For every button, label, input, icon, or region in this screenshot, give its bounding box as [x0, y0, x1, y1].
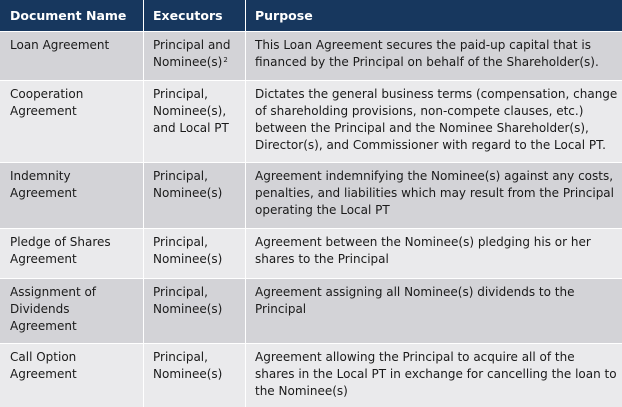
executors-cell [144, 81, 246, 162]
table-row [0, 228, 622, 278]
purpose-cell [246, 344, 622, 407]
table-row [0, 80, 622, 162]
table-row [0, 343, 622, 407]
document-name-cell [0, 81, 144, 162]
executors-line: Nominee(s) [153, 252, 223, 266]
purpose-line: Agreement assigning all Nominee(s) dividends to the [255, 285, 575, 299]
executors-cell [144, 163, 246, 228]
document-name-cell [0, 229, 144, 278]
purpose-line: shares to the Principal [255, 252, 389, 266]
purpose-line: between the Principal and the Nominee Shareholder(s), [255, 121, 589, 135]
document-name-line: Call Option [10, 350, 77, 364]
executors-line: Principal and [153, 38, 231, 52]
executors-line [153, 54, 243, 71]
purpose-line: penalties, and liabilities which may result from the Principal [255, 186, 614, 200]
purpose-cell [246, 81, 622, 162]
purpose-cell [246, 279, 622, 343]
footnote-marker: 2 [223, 56, 228, 64]
document-name-line: Agreement [10, 367, 77, 381]
executors-line: Nominee(s) [153, 302, 223, 316]
document-name-line: Dividends [10, 302, 70, 316]
document-name-line: Assignment of [10, 285, 97, 299]
purpose-cell [246, 163, 622, 228]
purpose-cell [246, 229, 622, 278]
executors-line: Principal, [153, 350, 208, 364]
document-name-line: Cooperation [10, 87, 84, 101]
purpose-line: Director(s), and Commissioner with regard to the Local PT. [255, 138, 606, 152]
purpose-line: Agreement allowing the Principal to acquire all of the [255, 350, 575, 364]
purpose-cell [246, 32, 622, 80]
document-name-cell [0, 163, 144, 228]
document-name-cell [0, 344, 144, 407]
purpose-line: of shareholding provisions, non-compete clauses, etc.) [255, 104, 584, 118]
executors-cell [144, 279, 246, 343]
executors-cell [144, 229, 246, 278]
purpose-line: Dictates the general business terms (compensation, change [255, 87, 618, 101]
purpose-line: the Nominee(s) [255, 384, 348, 398]
header-purpose: Purpose [255, 8, 313, 23]
executors-line: and Local PT [153, 121, 229, 135]
executors-line: Principal, [153, 87, 208, 101]
purpose-line: financed by the Principal on behalf of the Shareholder(s). [255, 55, 599, 69]
document-name-line: Agreement [10, 104, 77, 118]
document-name-line: Indemnity [10, 169, 71, 183]
executors-text: Nominee(s) [153, 55, 223, 69]
executors-line: Nominee(s) [153, 367, 223, 381]
purpose-line: Principal [255, 302, 307, 316]
purpose-line: operating the Local PT [255, 203, 390, 217]
purpose-line: Agreement indemnifying the Nominee(s) against any costs, [255, 169, 614, 183]
executors-line: Nominee(s) [153, 186, 223, 200]
executors-cell [144, 32, 246, 80]
executors-line: Principal, [153, 169, 208, 183]
executors-line: Nominee(s), [153, 104, 227, 118]
document-name-cell [0, 32, 144, 80]
table-row [0, 278, 622, 343]
executors-line: Principal, [153, 285, 208, 299]
document-name-line: Agreement [10, 319, 77, 333]
document-name-cell [0, 279, 144, 343]
document-name-line: Loan Agreement [10, 38, 110, 52]
executors-cell [144, 344, 246, 407]
executors-line: Principal, [153, 235, 208, 249]
header-document-name: Document Name [0, 0, 144, 31]
table-row [0, 31, 622, 80]
purpose-line: This Loan Agreement secures the paid-up capital that is [255, 38, 592, 52]
table-header-row [0, 0, 622, 31]
purpose-line: Agreement between the Nominee(s) pledging his or her [255, 235, 591, 249]
header-executors: Executors [144, 0, 246, 31]
document-name-line: Agreement [10, 252, 77, 266]
document-name-line: Agreement [10, 186, 77, 200]
purpose-line: shares in the Local PT in exchange for cancelling the loan to [255, 367, 617, 381]
table-row [0, 162, 622, 228]
document-name-line: Pledge of Shares [10, 235, 111, 249]
